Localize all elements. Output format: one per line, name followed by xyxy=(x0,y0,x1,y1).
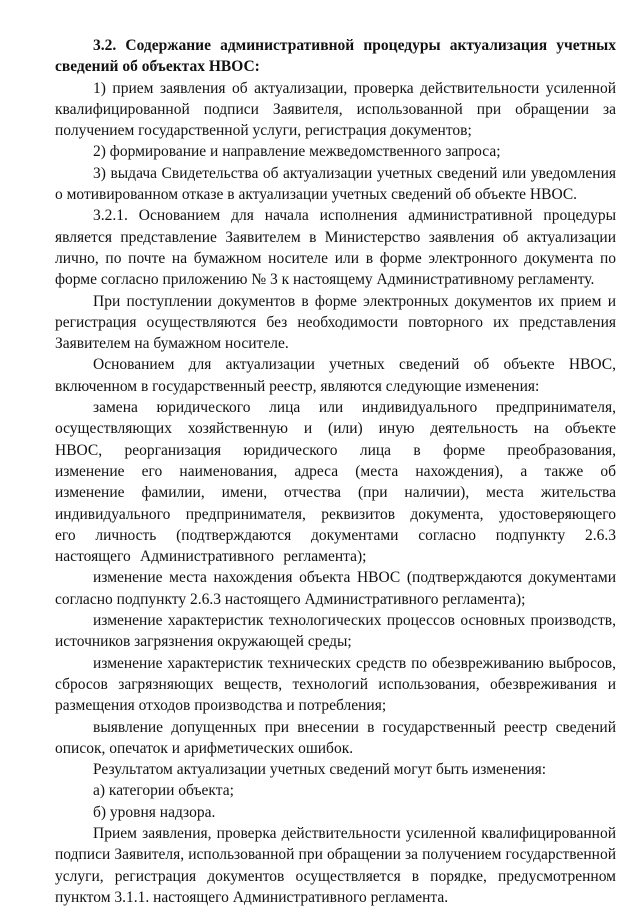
procedure-step-2: 2) формирование и направление межведомственного запроса; xyxy=(93,143,501,161)
result-item-b: б) уровня надзора. xyxy=(93,803,216,821)
procedure-step-3: 3) выдача Свидетельства об актуализации учетных сведений или уведомления о мотивированном отказе в актуализации учетных сведений об объекте НВОС. xyxy=(55,164,616,204)
paragraph-result: Результатом актуализации учетных сведений могут быть изменения: xyxy=(93,761,547,779)
procedure-step-1: 1) прием заявления об актуализации, проверка действительности усиленной квалифицированной подписи Заявителя, использованной при обращении за получением государственной услуги, регистрация документов; xyxy=(55,79,616,140)
change-item-2: изменение места нахождения объекта НВОС (подтверждаются документами согласно подпункту 2.6.3 настоящего Административного регламента); xyxy=(55,569,616,608)
change-item-5: выявление допущенных при внесении в государственный реестр сведений описок, опечаток и арифметических ошибок. xyxy=(55,718,616,757)
change-item-4: изменение характеристик технических средств по обезвреживанию выбросов, сбросов загрязняющих веществ, технологий использования, обезвреживания и размещения отходов производства и потребления; xyxy=(55,654,616,715)
paragraph-final: Прием заявления, проверка действительности усиленной квалифицированной подписи Заявителя, использованной при обращении за получением государственной услуги, регистрация документов осуществляется в порядке, предусмотренном пунктом 3.1.1. настоящего Административного регламента. xyxy=(55,824,616,906)
change-item-3: изменение характеристик технологических процессов основных производств, источников загрязнения окружающей среды; xyxy=(55,612,616,651)
change-item-1: замена юридического лица или индивидуального предпринимателя, осуществляющих хозяйственную и (или) иную деятельность на объекте НВОС, реорганизация юридического лица в форме преобразования, изменение его наименования, адреса (места нахождения), а также об изменение фамилии, имени, отчества (при наличии), места жительства индивидуального предпринимателя, реквизитов документа, удостоверяющего его личность (подтверждаются документами согласно подпункту 2.6.3 настоящего Административного регламента); xyxy=(55,399,616,566)
section-heading: 3.2. Содержание административной процедуры актуализация учетных сведений об объектах НВОС: xyxy=(55,37,616,76)
paragraph-electronic: При поступлении документов в форме электронных документов их прием и регистрация осуществляются без необходимости повторного их представления Заявителем на бумажном носителе. xyxy=(55,292,616,353)
paragraph-changes-intro: Основанием для актуализации учетных сведений об объекте НВОС, включенном в государственный реестр, являются следующие изменения: xyxy=(55,356,616,395)
paragraph-basis: 3.2.1. Основанием для начала исполнения административной процедуры является представление Заявителем в Министерство заявления об актуализации лично, по почте на бумажном носителе или в форме электронного документа по форме согласно приложению № 3 к настоящему Административному регламенту. xyxy=(55,207,616,289)
result-item-a: а) категории объекта; xyxy=(93,782,234,800)
